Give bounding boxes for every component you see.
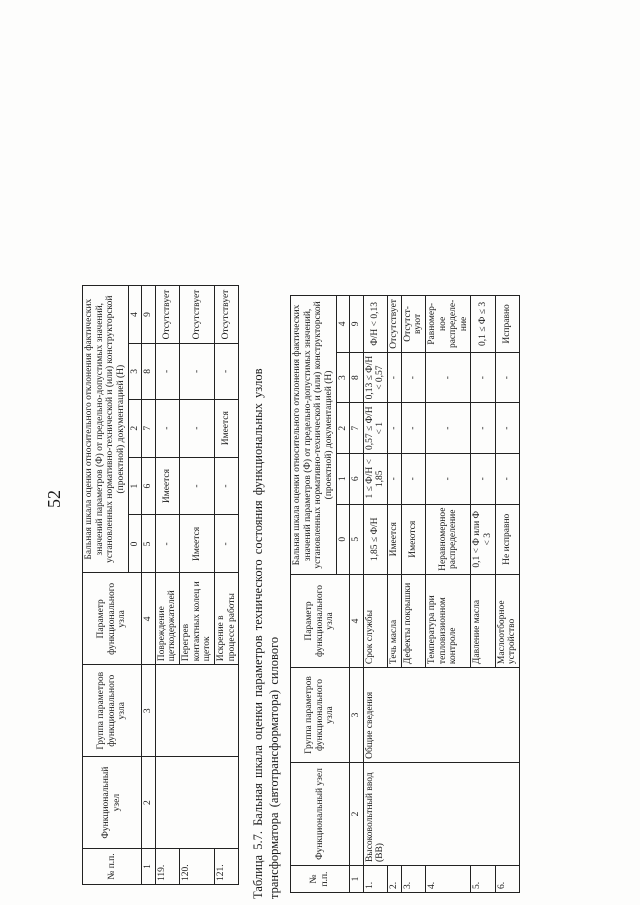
- column-number-row: [142, 286, 156, 885]
- col-header-param: Параметр функционального узла: [291, 574, 350, 667]
- col-header-number: № п.п.: [291, 866, 350, 893]
- column-number: 9: [350, 296, 364, 353]
- row-number: 5.: [471, 866, 495, 893]
- score-header: 0: [128, 515, 142, 573]
- column-number: 5: [350, 504, 364, 574]
- column-number: 6: [142, 457, 156, 515]
- score-cell: -: [155, 344, 179, 400]
- row-number: 120.: [180, 849, 215, 885]
- score-cell: -: [180, 344, 215, 400]
- param-cell: Дефекты покрышки: [401, 574, 425, 667]
- param-cell: Искрение в процессе работы: [214, 573, 238, 665]
- score-cell: -: [471, 454, 495, 505]
- column-number: 8: [350, 352, 364, 403]
- column-number: 8: [142, 344, 156, 400]
- score-cell: Имеются: [401, 504, 425, 574]
- score-cell: -: [425, 454, 471, 505]
- table-header-row: [83, 286, 129, 885]
- col-header-score-group: Бальная шкала оценки относительного отклонения фактических значений параметров (Ф) от предельно-допустимых значений, установленных нормативно-технической и (или) конструкторской (проектной) документацией (Н): [83, 286, 129, 573]
- group-cell: Общие сведения: [363, 668, 519, 763]
- row-number: 3.: [401, 866, 425, 893]
- score-header: 4: [336, 296, 350, 353]
- score-cell: -: [388, 454, 402, 505]
- row-number: 1.: [363, 866, 387, 893]
- score-cell: -: [214, 457, 238, 515]
- column-number-row: [350, 296, 364, 893]
- score-cell: -: [495, 352, 519, 403]
- score-header: 1: [128, 457, 142, 515]
- column-number: 2: [142, 757, 156, 849]
- score-cell: Неравномерное распределение: [425, 504, 471, 574]
- table-header-row: [291, 296, 337, 893]
- row-number: 119.: [155, 849, 179, 885]
- score-cell: -: [401, 403, 425, 454]
- col-header-group: Группа параметров функционального узла: [83, 665, 142, 757]
- score-cell: -: [180, 457, 215, 515]
- score-cell: Не исправно: [495, 504, 519, 574]
- score-cell: -: [180, 399, 215, 457]
- score-cell: -: [495, 403, 519, 454]
- param-cell: Маслоотборное устройство: [495, 574, 519, 667]
- column-number: 5: [142, 515, 156, 573]
- score-cell: -: [388, 352, 402, 403]
- score-header: 1: [336, 454, 350, 505]
- score-cell: 0,1 ≤ Ф ≤ 3: [471, 296, 495, 353]
- col-header-score-group: Бальная шкала оценки относительного отклонения фактических значений параметров (Ф) от предельно-допустимых значений, установленных нормативно-технической и (или) конструкторской (проектной) документацией (Н): [291, 296, 337, 575]
- score-cell: Ф/Н < 0,13: [363, 296, 387, 353]
- param-cell: Давление масла: [471, 574, 495, 667]
- col-header-node: Функциональный узел: [83, 757, 142, 849]
- param-cell: Температура при тепловизионном контроле: [425, 574, 471, 667]
- score-cell: 0,13 ≤ Ф/Н < 0,57: [363, 352, 387, 403]
- score-cell: -: [401, 352, 425, 403]
- column-number: 4: [142, 573, 156, 665]
- score-cell: Отсутствует: [180, 286, 215, 344]
- score-cell: Исправно: [495, 296, 519, 353]
- score-cell: Имеется: [214, 399, 238, 457]
- score-header: 0: [336, 504, 350, 574]
- column-number: 7: [350, 403, 364, 454]
- column-number: 4: [350, 574, 364, 667]
- table-row: [155, 286, 179, 885]
- col-header-group: Группа параметров функционального узла: [291, 668, 350, 763]
- param-cell: Срок службы: [363, 574, 387, 667]
- score-cell: Отсутст-вуют: [401, 296, 425, 353]
- score-cell: -: [214, 515, 238, 573]
- score-cell: -: [155, 399, 179, 457]
- score-cell: Имеется: [388, 504, 402, 574]
- col-header-node: Функциональный узел: [291, 762, 350, 865]
- score-cell: Имеется: [155, 457, 179, 515]
- col-header-number: № п.п.: [83, 849, 142, 885]
- node-cell: [155, 757, 238, 849]
- table-caption: Таблица 5.7. Бальная шкала оценки параметров технического состояния функциональных узлов трансформатора (автотрансформатора) силового: [251, 368, 282, 899]
- table-functional-nodes-continuation: [82, 285, 239, 885]
- column-number: 2: [350, 762, 364, 865]
- row-number: 6.: [495, 866, 519, 893]
- row-number: 2.: [388, 866, 402, 893]
- score-cell: -: [471, 352, 495, 403]
- table-5-7: [290, 295, 520, 893]
- score-cell: -: [425, 352, 471, 403]
- score-cell: Отсутствует: [214, 286, 238, 344]
- column-number: 3: [142, 665, 156, 757]
- column-number: 6: [350, 454, 364, 505]
- score-cell: -: [495, 454, 519, 505]
- score-cell: Отсутствует: [155, 286, 179, 344]
- score-cell: 0,57 ≤ Ф/Н < 1: [363, 403, 387, 454]
- column-number: 9: [142, 286, 156, 344]
- score-cell: Отсутствует: [388, 296, 402, 353]
- score-cell: Равномер-ное распределе-ние: [425, 296, 471, 353]
- score-cell: -: [388, 403, 402, 454]
- score-cell: -: [471, 403, 495, 454]
- score-cell: 0,1 < Ф или Ф < 3: [471, 504, 495, 574]
- score-cell: 1 ≤ Ф/Н < 1,85: [363, 454, 387, 505]
- row-number: 4.: [425, 866, 471, 893]
- score-header: 2: [336, 403, 350, 454]
- score-header: 2: [128, 399, 142, 457]
- score-cell: -: [425, 403, 471, 454]
- param-cell: Повреждение щеткодержателей: [155, 573, 179, 665]
- column-number: 1: [142, 849, 156, 885]
- score-cell: -: [401, 454, 425, 505]
- row-number: 121.: [214, 849, 238, 885]
- node-cell: Высоковольтный ввод (ВВ): [363, 762, 519, 865]
- group-cell: [155, 665, 238, 757]
- score-cell: Имеется: [180, 515, 215, 573]
- param-cell: Течь масла: [388, 574, 402, 667]
- score-header: 3: [128, 344, 142, 400]
- score-cell: -: [214, 344, 238, 400]
- score-cell: -: [155, 515, 179, 573]
- score-header: 3: [336, 352, 350, 403]
- column-number: 7: [142, 399, 156, 457]
- score-header: 4: [128, 286, 142, 344]
- param-cell: Перегрев контактных колец и щеток: [180, 573, 215, 665]
- score-cell: 1,85 ≤ Ф/Н: [363, 504, 387, 574]
- table-row: [363, 296, 387, 893]
- page-number: 52: [44, 490, 64, 508]
- column-number: 3: [350, 668, 364, 763]
- column-number: 1: [350, 866, 364, 893]
- col-header-param: Параметр функционального узла: [83, 573, 142, 665]
